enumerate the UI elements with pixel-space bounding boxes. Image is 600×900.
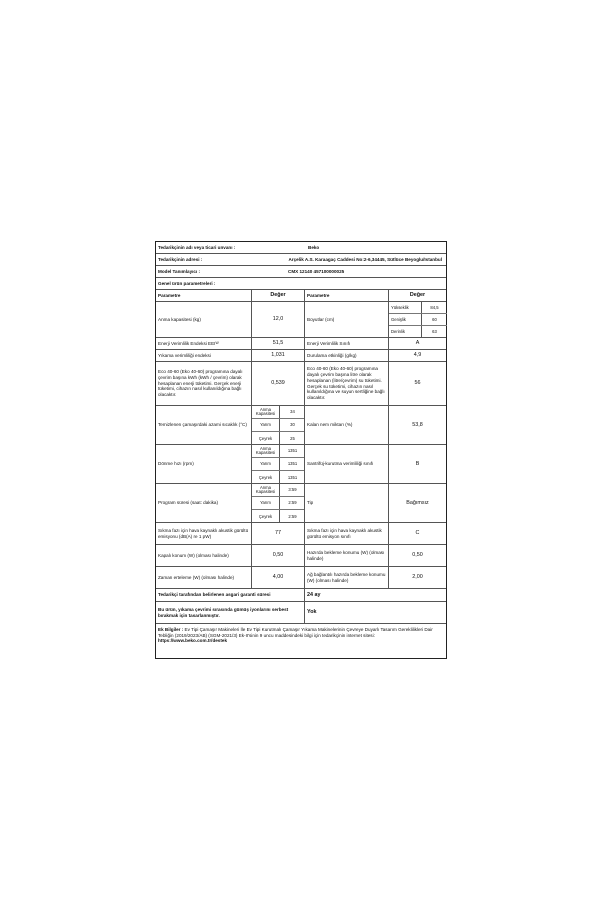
spin-quarter-value: 1351 [279, 471, 305, 484]
width-value: 60 [421, 314, 447, 325]
dimensions-subtable [388, 302, 447, 337]
depth-subrow [389, 326, 447, 338]
moisture-label: Kalan nem miktarı (%) [304, 406, 388, 444]
noise-class-label: Sıkma fazı için hava kaynaklı akustik gürültü emisyon sınıfı [304, 523, 388, 544]
spin-rated-subrow [252, 445, 305, 458]
depth-label: Derinlik [391, 329, 405, 335]
temp-quarter-label: Çeyrek [258, 435, 273, 441]
temp-rated-subrow [252, 406, 305, 419]
temp-half-subrow [252, 419, 305, 432]
column-header-row [156, 290, 446, 302]
param-header-left: Parametre [158, 292, 181, 298]
additional-info-lead: Ek Bilgiler : [158, 627, 184, 632]
noise-label: Sıkma fazı için hava kaynaklı akustik gürültü emisyonu (dB(A) re 1 pW) [158, 527, 249, 539]
warranty-label: Tedarikçi tarafından belirlenen asgari garanti süresi [158, 592, 271, 598]
type-label: Tip [304, 484, 388, 522]
capacity-label: Anma kapasitesi (kg) [158, 316, 201, 322]
off-mode-value: 0,50 [251, 545, 304, 566]
dur-quarter-subrow [252, 510, 305, 523]
dur-rated-subrow [252, 484, 305, 497]
warranty-value: 24 ay [304, 589, 446, 601]
additional-info-body: Ev Tipi Çamaşır Makineleri İle Ev Tipi Kurutmalı Çamaşır Yıkama Makinelerinin Çevreye Duyarlı Tasarım Gereklilikleri Dair Tebliğin (2019/2023/AB) (SGM-2021/3) Ek-II'sinin 9 uncu maddesindeki bilgi için tedarikçinin internet sitesi: [158, 627, 433, 638]
spin-half-value: 1351 [279, 458, 305, 470]
model-label: Model Tanımlayıcı : [158, 268, 201, 274]
temperature-label: Temizlenen çamaşırdaki azami sıcaklık (°C) [158, 422, 247, 428]
width-subrow [389, 314, 447, 326]
silver-ion-label: Bu ürün, yıkama çevrimi sırasında gümüş iyonlarını serbest bırakmak için tasarlanmıştır. [158, 606, 289, 618]
temp-quarter-value: 25 [279, 432, 305, 445]
off-mode-label: Kapalı konum (W) (olması halinde) [158, 552, 229, 558]
rinse-value: 4,9 [388, 350, 446, 361]
wash-row [156, 350, 446, 362]
noise-value: 77 [251, 523, 304, 544]
temp-rated-value: 34 [279, 406, 305, 418]
duration-row [156, 484, 446, 523]
dur-rated-value: 3:59 [279, 484, 305, 496]
power-off-row [156, 545, 446, 567]
silver-ion-row [156, 602, 446, 624]
eco-energy-value: 0,539 [251, 362, 304, 405]
silver-ion-value: Yok [304, 602, 446, 623]
eei-value: 51,5 [251, 338, 304, 349]
standby-value: 0,50 [388, 545, 446, 566]
dur-quarter-value: 2:59 [279, 510, 305, 523]
height-label: Yükseklik [391, 304, 409, 310]
value-header-left: Değer [251, 290, 304, 301]
temp-quarter-subrow [252, 432, 305, 445]
temp-half-value: 30 [279, 419, 305, 431]
eco-water-value: 56 [388, 362, 446, 405]
dimensions-label: Boyutlar (cm) [304, 302, 388, 337]
supplier-row [156, 242, 446, 254]
spin-half-label: Yarım [260, 461, 271, 467]
supplier-label: Tedarikçinin adı veya ticari unvanı : [158, 244, 236, 250]
dur-half-subrow [252, 497, 305, 510]
param-header-right: Parametre [304, 290, 388, 301]
eco-water-label: Eco 40-60 (Eko 40-60) programına dayalı çevrim başına litre olarak hesaplanan (litre/çevrim) su tüketimi. Gerçek su tüketimi, cihazın nasıl kullanıldığına ve suyun sertliğine bağlı olacaktır. [304, 362, 388, 405]
value-header-right: Değer [388, 290, 446, 301]
height-subrow [389, 302, 447, 314]
noise-row [156, 523, 446, 545]
energy-class-label: Enerji Verimlilik Sınıfı [304, 338, 388, 349]
model-row [156, 266, 446, 278]
height-value: 84,5 [421, 302, 447, 313]
depth-value: 63 [421, 326, 447, 338]
rinse-label: Durulama etkinliği (g/kg) [304, 350, 388, 361]
spin-subtable [251, 445, 305, 483]
spin-row [156, 445, 446, 484]
temperature-row [156, 406, 446, 445]
spin-class-value: B [388, 445, 446, 483]
supplier-value: Beko [308, 244, 320, 250]
delay-row [156, 567, 446, 589]
dur-rated-label: Anma Kapasitesi [255, 484, 276, 494]
spin-half-subrow [252, 458, 305, 471]
wash-value: 1,031 [251, 350, 304, 361]
wash-label: Yıkama verimliliği endeksi [158, 352, 211, 358]
temp-rated-label: Anma Kapasitesi [255, 406, 276, 416]
general-params-label: Genel ürün parametreleri : [158, 280, 216, 286]
type-value: Bağımsız [388, 484, 446, 522]
eco-energy-label: Eco 40-60 (Eko 40-60) programına dayalı çevrim başına kWh (kWh / çevrim) olarak hesaplanan enerji tüketimi. Gerçek enerji tüketimi, cihazın nasıl kullanıldığına bağlı olacaktır. [158, 369, 243, 398]
duration-subtable [251, 484, 305, 522]
eei-row [156, 338, 446, 350]
address-label: Tedarikçinin adresi : [158, 256, 203, 262]
temp-half-label: Yarım [260, 422, 271, 428]
spin-rated-value: 1351 [279, 445, 305, 457]
spin-quarter-label: Çeyrek [258, 474, 273, 480]
networked-standby-value: 2,00 [388, 567, 446, 588]
additional-info-text [156, 624, 446, 658]
duration-label: Program süresi (saat: dakika) [158, 500, 218, 506]
eco-row [156, 362, 446, 406]
address-row [156, 254, 446, 266]
capacity-row [156, 302, 446, 338]
spin-class-label: Santrifüj-kurutma verimliliği sınıfı [304, 445, 388, 483]
spin-label: Dönme hızı (rpm) [158, 461, 194, 467]
support-link[interactable]: https://www.beko.com.tr/destek [158, 638, 228, 644]
warranty-row [156, 589, 446, 602]
delay-start-label: Zaman erteleme (W) (olması halinde) [158, 574, 235, 580]
address-value: Arçelik A.S. Karaagaç Caddesi No:2-6,34445, Sütlüce Beyoglu/Istanbul [288, 256, 442, 262]
dur-half-label: Yarım [260, 500, 271, 506]
noise-class-value: C [388, 523, 446, 544]
dur-half-value: 2:59 [279, 497, 305, 509]
delay-start-value: 4,00 [251, 567, 304, 588]
temperature-subtable [251, 406, 305, 444]
dur-quarter-label: Çeyrek [258, 513, 273, 519]
eei-label: Enerji Verimlilik Endeksi EEI W [158, 340, 219, 346]
spin-quarter-subrow [252, 471, 305, 484]
width-label: Genişlik [391, 316, 406, 322]
spin-rated-label: Anma Kapasitesi [255, 445, 276, 455]
model-value: CMX 12140 457100000025 [288, 268, 345, 274]
energy-class-value: A [388, 338, 446, 349]
moisture-value: 53,8 [388, 406, 446, 444]
standby-label: Hazırda bekleme konumu (W) (olması halinde) [304, 545, 388, 566]
general-params-row [156, 278, 446, 290]
capacity-value: 12,0 [251, 302, 304, 337]
additional-info-row [156, 624, 446, 658]
networked-standby-label: Ağ bağlantılı hazırda bekleme konumu (W) (olması halinde) [304, 567, 388, 588]
product-information-sheet [155, 241, 447, 659]
